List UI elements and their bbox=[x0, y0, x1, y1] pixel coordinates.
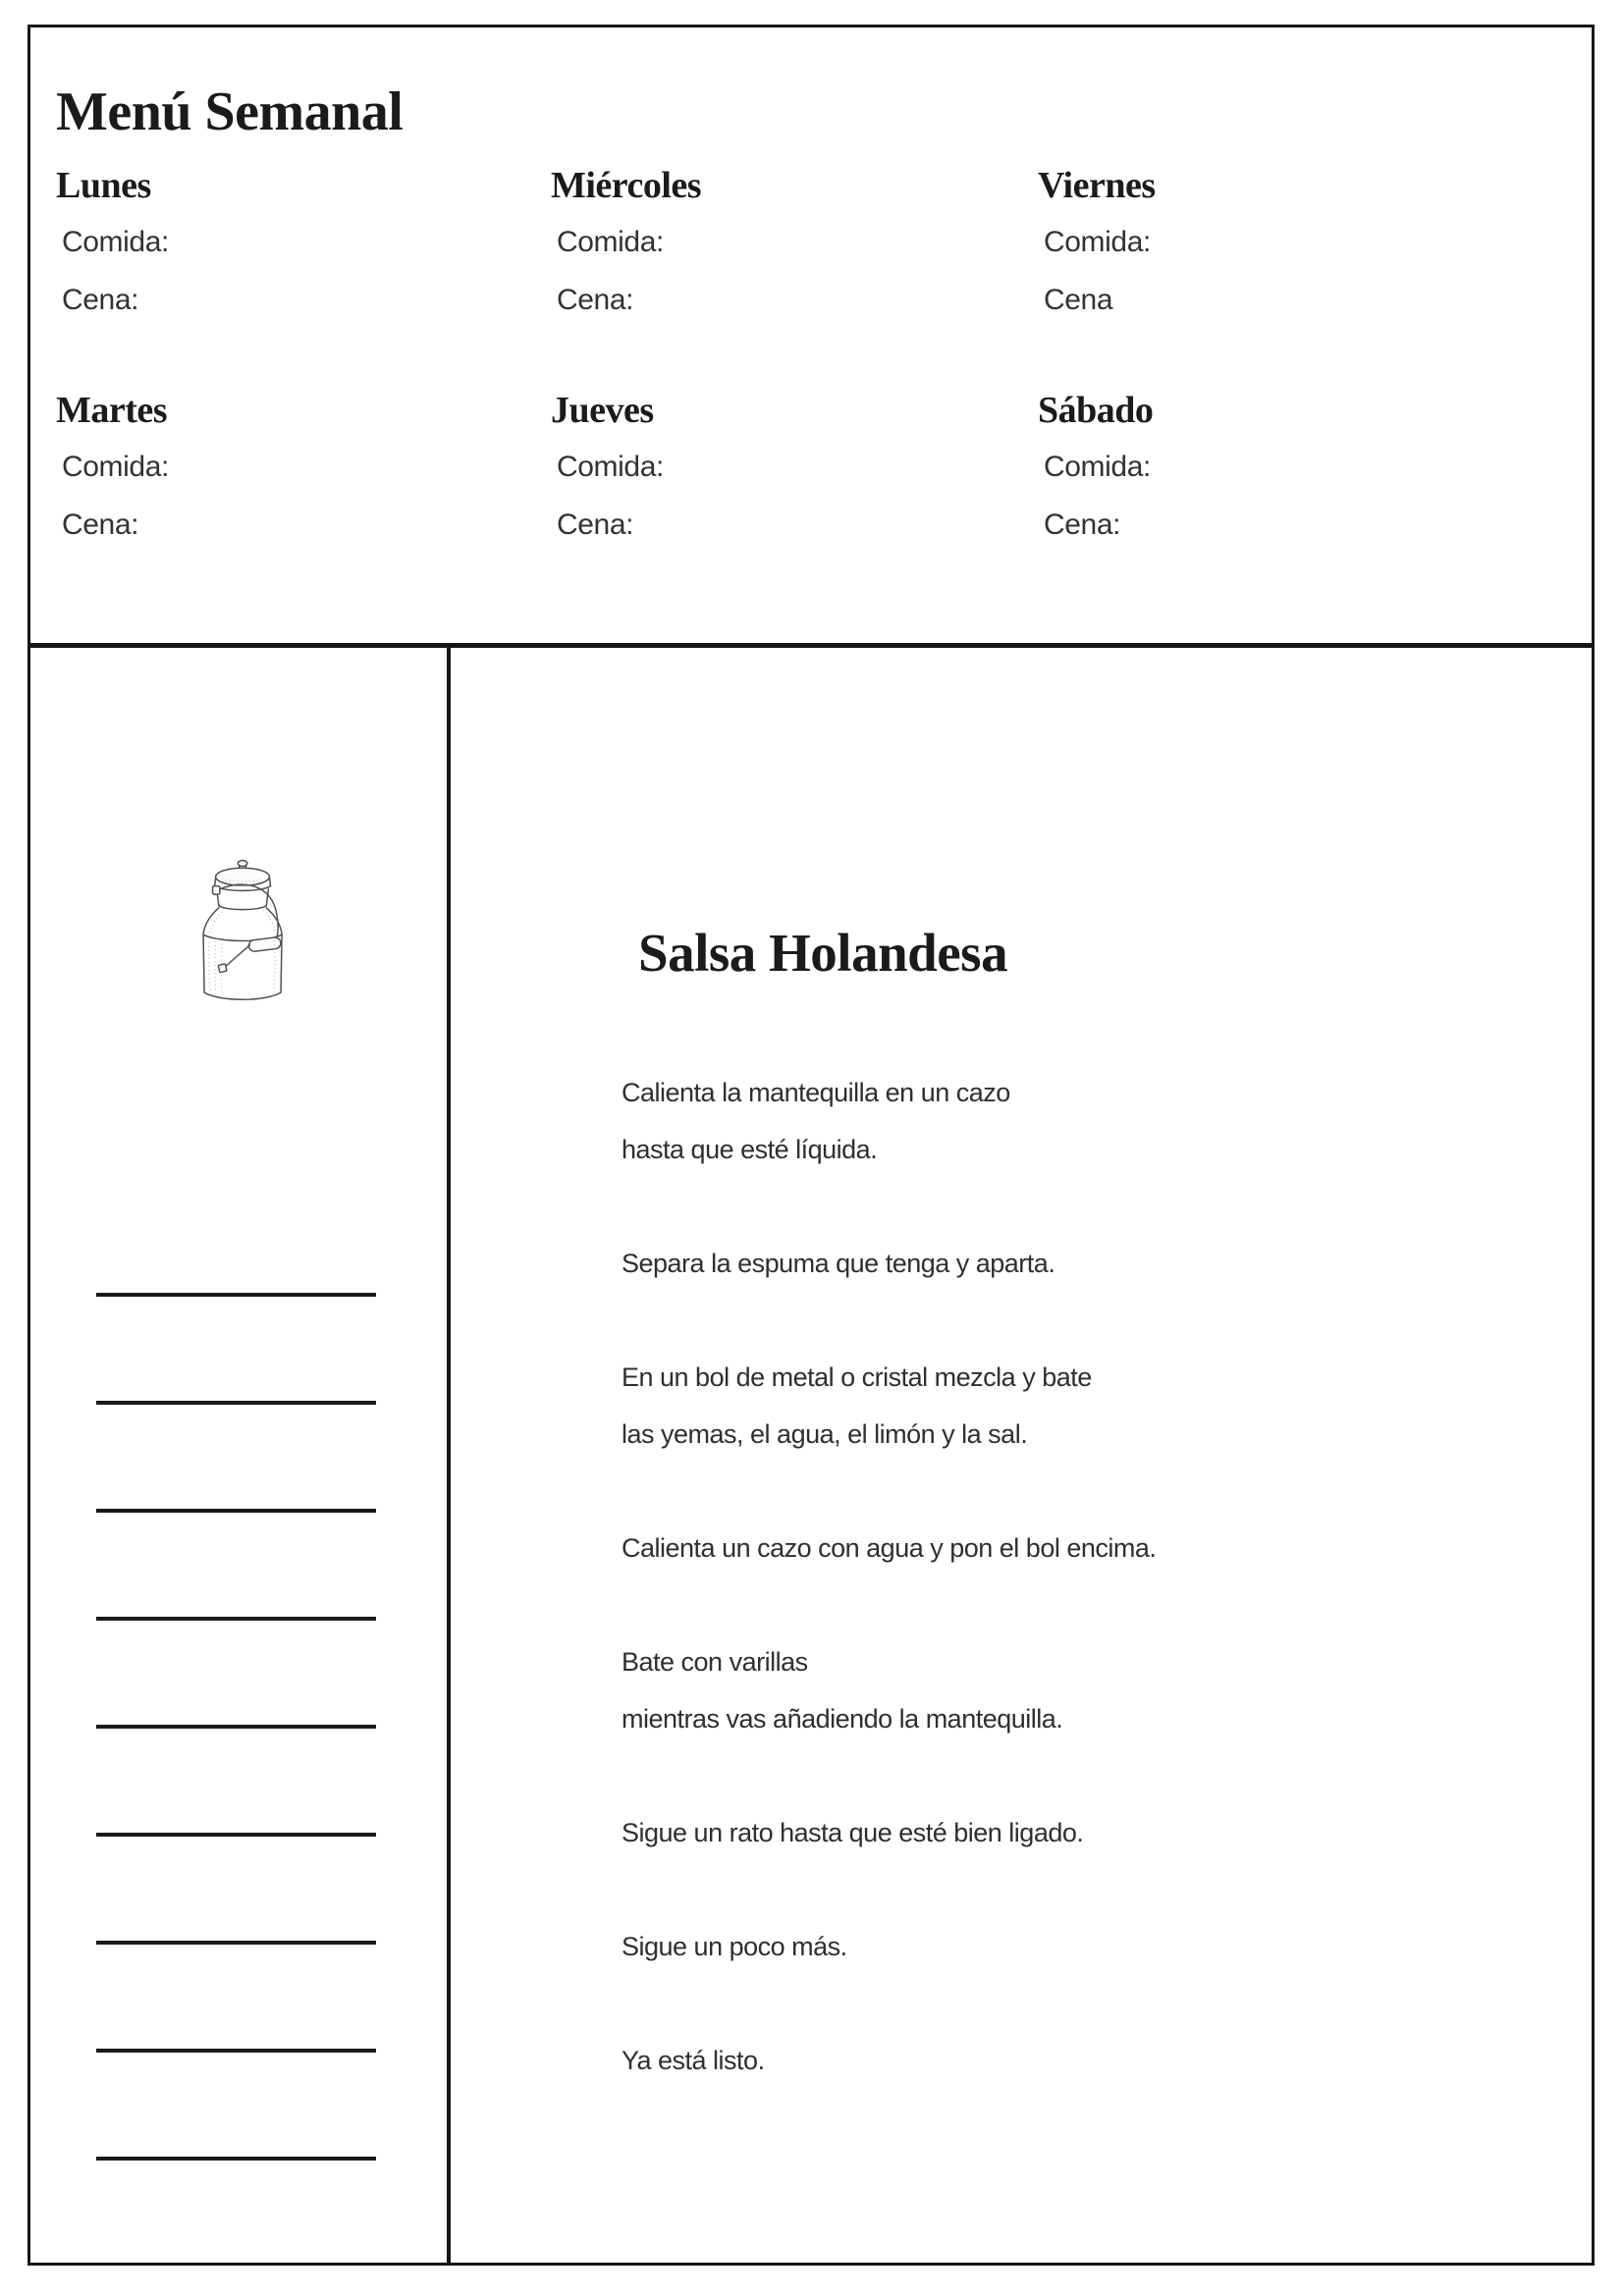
recipe-step-line: hasta que esté líquida. bbox=[622, 1135, 878, 1164]
recipe-step-line: las yemas, el agua, el limón y la sal. bbox=[622, 1419, 1028, 1449]
recipe-step-line: Bate con varillas bbox=[622, 1647, 808, 1677]
note-line bbox=[96, 1725, 376, 1729]
note-line bbox=[96, 1293, 376, 1297]
day-block-miercoles bbox=[551, 167, 963, 373]
note-line bbox=[96, 1941, 376, 1945]
dinner-label: Cena: bbox=[1044, 508, 1121, 541]
recipe-steps bbox=[622, 1064, 1427, 2089]
day-block-martes bbox=[56, 392, 468, 598]
note-line bbox=[96, 1617, 376, 1621]
recipe-step-line: Separa la espuma que tenga y aparta. bbox=[622, 1249, 1055, 1278]
day-block-sabado bbox=[1038, 392, 1450, 598]
recipe-step-line: Sigue un rato hasta que esté bien ligado. bbox=[622, 1818, 1084, 1847]
day-name: Viernes bbox=[1038, 165, 1156, 206]
note-line bbox=[96, 1509, 376, 1513]
dinner-label: Cena: bbox=[62, 284, 139, 316]
outer-border-right bbox=[1592, 25, 1595, 2266]
recipe-step-line: En un bol de metal o cristal mezcla y bate bbox=[622, 1362, 1092, 1392]
day-name: Jueves bbox=[551, 390, 654, 431]
outer-border-bottom bbox=[27, 2263, 1595, 2266]
notes-recipe-divider bbox=[447, 648, 451, 2263]
day-name: Lunes bbox=[56, 165, 151, 206]
lunch-label: Comida: bbox=[62, 226, 169, 258]
lunch-label: Comida: bbox=[557, 451, 664, 483]
recipe-title: Salsa Holandesa bbox=[638, 922, 1008, 983]
day-name: Sábado bbox=[1038, 390, 1154, 431]
menu-recipe-divider bbox=[27, 643, 1595, 648]
note-line bbox=[96, 2049, 376, 2053]
recipe-step-line: Calienta la mantequilla en un cazo bbox=[622, 1078, 1010, 1107]
recipe-step-line: Ya está listo. bbox=[622, 2046, 765, 2075]
recipe-step-line: mientras vas añadiendo la mantequilla. bbox=[622, 1704, 1063, 1734]
day-block-jueves bbox=[551, 392, 963, 598]
dinner-label: Cena: bbox=[557, 284, 634, 316]
day-name: Martes bbox=[56, 390, 168, 431]
lunch-label: Comida: bbox=[1044, 451, 1151, 483]
menu-title: Menú Semanal bbox=[56, 80, 404, 142]
outer-border-top bbox=[27, 25, 1595, 27]
day-name: Miércoles bbox=[551, 165, 702, 206]
day-block-lunes bbox=[56, 167, 468, 373]
lunch-label: Comida: bbox=[62, 451, 169, 483]
milk-can-icon bbox=[185, 854, 298, 1009]
lunch-label: Comida: bbox=[557, 226, 664, 258]
dinner-label: Cena: bbox=[62, 508, 139, 541]
dinner-label: Cena: bbox=[557, 508, 634, 541]
lunch-label: Comida: bbox=[1044, 226, 1151, 258]
note-line bbox=[96, 1833, 376, 1837]
outer-border-left bbox=[27, 25, 30, 2266]
note-line bbox=[96, 1401, 376, 1405]
note-line bbox=[96, 2157, 376, 2161]
recipe-step-line: Sigue un poco más. bbox=[622, 1932, 847, 1961]
dinner-label: Cena bbox=[1044, 284, 1113, 316]
day-block-viernes bbox=[1038, 167, 1450, 373]
recipe-step-line: Calienta un cazo con agua y pon el bol encima. bbox=[622, 1533, 1157, 1563]
